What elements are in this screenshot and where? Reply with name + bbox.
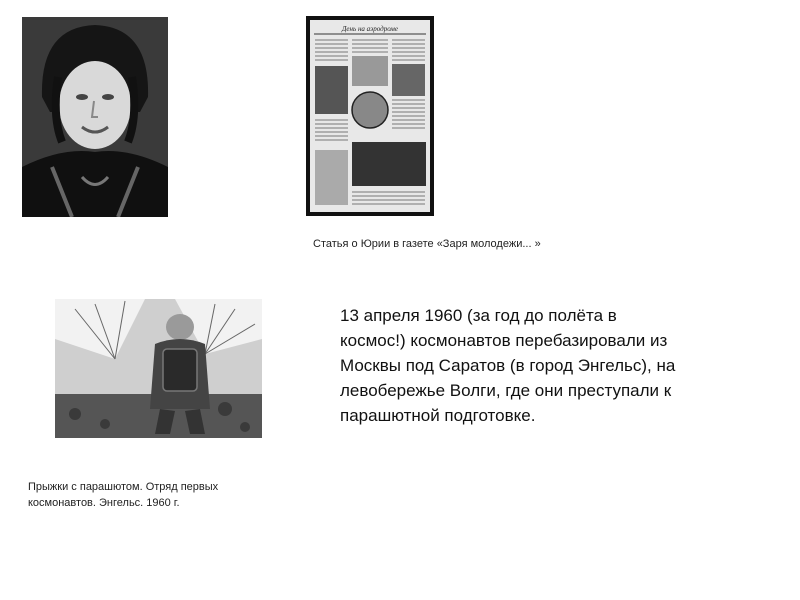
newspaper-clipping [306, 16, 434, 216]
main-paragraph: 13 апреля 1960 (за год до полёта в космос!) космонавтов перебазировали из Москвы под Саратов (в город Энгельс), на левобережье Волги, где они преступали к парашютной подготовке. [340, 306, 676, 425]
newspaper-headline: День на аэродроме [341, 25, 399, 33]
parachute-caption: Прыжки с парашютом. Отряд первых космонавтов. Энгельс. 1960 г. [28, 481, 219, 509]
newspaper-caption: Статья о Юрии в газете «Заря молодежи... » [313, 238, 541, 250]
parachute-training-photo [55, 299, 262, 438]
portrait-photo [22, 17, 168, 217]
